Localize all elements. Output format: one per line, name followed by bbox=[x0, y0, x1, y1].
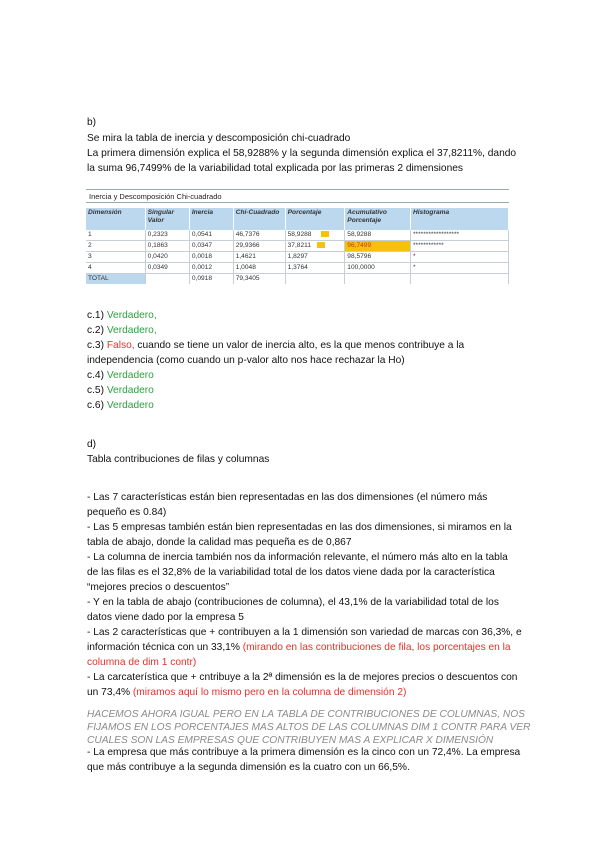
table-cell: 4 bbox=[86, 263, 145, 274]
answer-label: c.1) bbox=[87, 310, 104, 321]
table-cell bbox=[285, 274, 345, 285]
bullet-7-line-1: - La empresa que más contribuye a la primera dimensión es la cinco con un 72,4%. La empresa bbox=[87, 747, 521, 758]
table-cell: ****************** bbox=[410, 230, 508, 241]
bullet-7-line-2: que más contribuye a la segunda dimensión es la cuatro con un 66,5%. bbox=[87, 762, 410, 773]
bullet-6-text: un 73,4% bbox=[87, 687, 133, 698]
answer-verdict: Verdadero bbox=[106, 400, 154, 411]
table-cell: 37,8211 bbox=[287, 242, 311, 249]
table-cell: ************ bbox=[410, 241, 508, 252]
bullet-6-line-2 bbox=[87, 685, 406, 700]
answer-text: cuando se tiene un valor de inercia alto, es la que menos contribuye a la bbox=[134, 340, 465, 351]
table-cell: 58,9288 bbox=[345, 230, 411, 241]
bullet-2-line-2: tabla de abajo, donde la calidad mas pequeña es de 0,867 bbox=[87, 537, 352, 548]
answer-verdict: Verdadero, bbox=[106, 325, 157, 336]
table-cell: 0,0018 bbox=[189, 252, 233, 263]
bullet-4-line-1: - Y en la tabla de abajo (contribuciones de columna), el 43,1% de la variabilidad total de los bbox=[87, 597, 499, 608]
inertia-table bbox=[86, 208, 509, 284]
table-cell: 0,0347 bbox=[189, 241, 233, 252]
inertia-table-image bbox=[86, 189, 509, 282]
table-cell: 0,0420 bbox=[145, 252, 189, 263]
table-cell: 1 bbox=[86, 230, 145, 241]
answer-verdict: Falso, bbox=[106, 340, 135, 351]
table-cell: 1,3764 bbox=[285, 263, 345, 274]
table-cell: 1,4621 bbox=[233, 252, 285, 263]
answer-c5 bbox=[87, 383, 154, 398]
table-cell: 79,3405 bbox=[233, 274, 285, 285]
bullet-3-line-3: “mejores precios o descuentos” bbox=[87, 582, 230, 593]
note-line-1: HACEMOS AHORA IGUAL PERO EN LA TABLA DE CONTRIBUCIONES DE COLUMNAS, NOS bbox=[87, 709, 525, 720]
highlight-mark bbox=[317, 242, 325, 248]
table-cell-with-highlight bbox=[285, 230, 345, 241]
table-cell: * bbox=[410, 252, 508, 263]
table-cell: 29,9366 bbox=[233, 241, 285, 252]
table-cell: * bbox=[410, 263, 508, 274]
table-cell: 1,8297 bbox=[285, 252, 345, 263]
bullet-6-line-1: - La carcaterística que + cntribuye a la 2ª dimensión es la de mejores precios o descuentos con bbox=[87, 672, 518, 683]
bullet-5-line-2 bbox=[87, 640, 511, 655]
table-cell: 98,5796 bbox=[345, 252, 411, 263]
table-cell-highlighted: 96,7499 bbox=[345, 241, 411, 252]
table-cell: 0,0349 bbox=[145, 263, 189, 274]
answer-c2 bbox=[87, 323, 157, 338]
section-d-label: d) bbox=[87, 439, 97, 450]
bullet-5-text: información técnica con un 33,1% bbox=[87, 642, 243, 653]
table-row bbox=[86, 263, 509, 274]
table-cell: 0,0541 bbox=[189, 230, 233, 241]
bullet-3-line-1: - La columna de inercia también nos da información relevante, el número más alto en la tabla bbox=[87, 552, 508, 563]
table-row-total bbox=[86, 274, 509, 285]
answer-c4 bbox=[87, 368, 154, 383]
table-cell bbox=[345, 274, 411, 285]
section-b-line-2: La primera dimensión explica el 58,9288% y la segunda dimensión explica el 37,8211%, dando bbox=[87, 148, 517, 159]
answer-c6 bbox=[87, 398, 154, 413]
bullet-4-line-2: datos viene dado por la empresa 5 bbox=[87, 612, 244, 623]
section-b-line-3: la suma 96,7499% de la variabilidad total explicada por las primeras 2 dimensiones bbox=[87, 163, 464, 174]
answer-label: c.3) bbox=[87, 340, 104, 351]
col-header: Singular Valor bbox=[145, 208, 189, 230]
table-cell: 0,1863 bbox=[145, 241, 189, 252]
table-cell: 100,0000 bbox=[345, 263, 411, 274]
bullet-2-line-1: - Las 5 empresas también están bien representadas en las dos dimensiones, si miramos en la bbox=[87, 522, 512, 533]
answer-verdict: Verdadero bbox=[106, 370, 154, 381]
col-header: Inercia bbox=[189, 208, 233, 230]
answer-label: c.4) bbox=[87, 370, 104, 381]
answer-verdict: Verdadero bbox=[106, 385, 154, 396]
col-header: Acumulativo Porcentaje bbox=[345, 208, 411, 230]
table-cell: TOTAL bbox=[86, 274, 145, 285]
bullet-1-line-2: pequeño es 0.84) bbox=[87, 507, 167, 518]
table-cell: 0,0918 bbox=[189, 274, 233, 285]
table-cell: 0,2323 bbox=[145, 230, 189, 241]
answer-verdict: Verdadero, bbox=[106, 310, 157, 321]
bullet-6-remark: (miramos aquí lo mismo pero en la columna de dimensión 2) bbox=[132, 687, 407, 698]
table-cell: 58,9288 bbox=[287, 231, 312, 238]
bullet-5-line-3: columna de dim 1 contr) bbox=[87, 657, 197, 668]
bullet-1-line-1: - Las 7 características están bien representadas en las dos dimensiones (el número más bbox=[87, 492, 488, 503]
note-line-3: CUALES SON LAS EMPRESAS QUE CONTRIBUYEN MAS A EXPLICAR X DIMENSIÓN bbox=[87, 735, 494, 746]
table-cell bbox=[410, 274, 508, 285]
table-row bbox=[86, 241, 509, 252]
answer-label: c.2) bbox=[87, 325, 104, 336]
answer-c3-continued: independencia (como cuando un p-valor alto nos hace rechazar la Ho) bbox=[87, 355, 405, 366]
note-line-2: FIJAMOS EN LOS PORCENTAJES MAS ALTOS DE LAS COLUMNAS DIM 1 CONTR PARA VER bbox=[87, 722, 531, 733]
bullet-5-line-1: - Las 2 características que + contribuyen a la 1 dimensión son variedad de marcas con 36,3%, e bbox=[87, 627, 522, 638]
col-header: Dimensión bbox=[86, 208, 145, 230]
table-cell: 0,0012 bbox=[189, 263, 233, 274]
section-d-subtitle: Tabla contribuciones de filas y columnas bbox=[87, 454, 270, 465]
bullet-3-line-2: de las filas es el 32,8% de la variabilidad total de los datos viene dada por la característica bbox=[87, 567, 495, 578]
answer-c1 bbox=[87, 308, 157, 323]
answer-label: c.6) bbox=[87, 400, 104, 411]
table-cell: 1,0048 bbox=[233, 263, 285, 274]
col-header: Chi-Cuadrado bbox=[233, 208, 285, 230]
highlight-mark bbox=[321, 231, 329, 237]
table-cell: 46,7376 bbox=[233, 230, 285, 241]
col-header: Porcentaje bbox=[285, 208, 345, 230]
col-header: Histograma bbox=[410, 208, 508, 230]
table-cell: 2 bbox=[86, 241, 145, 252]
answer-label: c.5) bbox=[87, 385, 104, 396]
section-b-line-1: Se mira la tabla de inercia y descomposición chi-cuadrado bbox=[87, 133, 351, 144]
table-cell: 3 bbox=[86, 252, 145, 263]
table-cell-with-highlight bbox=[285, 241, 345, 252]
table-title: Inercia y Descomposición Chi-cuadrado bbox=[86, 189, 509, 203]
bullet-5-remark: (mirando en las contribuciones de fila, los porcentajes en la bbox=[242, 642, 511, 653]
table-row bbox=[86, 230, 509, 241]
table-cell bbox=[145, 274, 189, 285]
section-b-label: b) bbox=[87, 117, 97, 128]
table-row bbox=[86, 252, 509, 263]
answer-c3 bbox=[87, 338, 464, 353]
